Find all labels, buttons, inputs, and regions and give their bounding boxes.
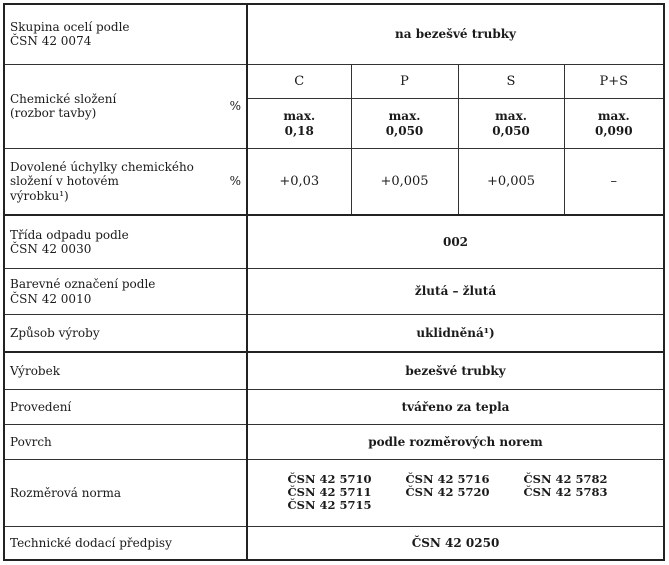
color-marking-label-text: Barevné označení podle ČSN 42 0010 bbox=[10, 277, 156, 306]
steel-group-value: na bezešvé trubky bbox=[247, 4, 664, 64]
steel-group-label bbox=[4, 4, 247, 64]
steel-spec-table bbox=[3, 3, 665, 561]
product-row bbox=[4, 352, 664, 390]
surface-label: Povrch bbox=[4, 425, 247, 460]
deviation-p-plus-s: – bbox=[564, 149, 664, 215]
delivery-row bbox=[4, 526, 664, 560]
dimension-norm-label: Rozměrová norma bbox=[4, 459, 247, 526]
max-value: 0,090 bbox=[594, 123, 633, 138]
surface-row bbox=[4, 425, 664, 460]
standard-ref: ČSN 42 5720 bbox=[405, 485, 490, 500]
max-prefix: max. bbox=[283, 109, 316, 124]
product-value: bezešvé trubky bbox=[247, 352, 664, 390]
standard-ref: ČSN 42 5716 bbox=[405, 471, 490, 486]
max-prefix: max. bbox=[388, 109, 421, 124]
waste-class-value: 002 bbox=[247, 215, 664, 269]
max-p bbox=[351, 99, 458, 149]
dimension-norm-row bbox=[4, 459, 664, 526]
surface-value: podle rozměrových norem bbox=[247, 425, 664, 460]
standard-ref: ČSN 42 5715 bbox=[287, 498, 372, 513]
deviation-p: +0,005 bbox=[351, 149, 458, 215]
dimension-norm-grid bbox=[253, 473, 658, 513]
production-method-value: uklidněná¹) bbox=[247, 315, 664, 353]
max-c bbox=[247, 99, 351, 149]
delivery-value: ČSN 42 0250 bbox=[247, 526, 664, 560]
color-marking-row bbox=[4, 269, 664, 315]
chemistry-label bbox=[4, 64, 247, 149]
product-label: Výrobek bbox=[4, 352, 247, 390]
element-c: C bbox=[247, 64, 351, 99]
chemistry-label-text: Chemické složení (rozbor tavby) bbox=[10, 91, 117, 121]
max-value: 0,050 bbox=[492, 123, 530, 138]
chemistry-elements-row bbox=[4, 64, 664, 99]
dimension-norm-value bbox=[247, 459, 664, 526]
max-s bbox=[458, 99, 564, 149]
steel-group-row bbox=[4, 4, 664, 64]
deviation-c: +0,03 bbox=[247, 149, 351, 215]
production-method-row bbox=[4, 315, 664, 353]
max-prefix: max. bbox=[597, 109, 630, 124]
element-p: P bbox=[351, 64, 458, 99]
execution-label: Provedení bbox=[4, 390, 247, 425]
waste-class-label-text: Třída odpadu podle ČSN 42 0030 bbox=[10, 227, 129, 256]
deviations-unit: % bbox=[229, 174, 241, 189]
standard-ref: ČSN 42 5783 bbox=[523, 485, 608, 500]
waste-class-label bbox=[4, 215, 247, 269]
standard-ref: ČSN 42 5782 bbox=[523, 471, 608, 486]
delivery-label: Technické dodací předpisy bbox=[4, 526, 247, 560]
color-marking-label bbox=[4, 269, 247, 315]
deviations-label bbox=[4, 149, 247, 215]
deviation-s: +0,005 bbox=[458, 149, 564, 215]
execution-row bbox=[4, 390, 664, 425]
deviations-label-text: Dovolené úchylky chemického složení v hotovém výrobku¹) bbox=[10, 159, 194, 203]
max-prefix: max. bbox=[495, 109, 527, 124]
steel-group-label-text: Skupina ocelí podle ČSN 42 0074 bbox=[10, 19, 130, 49]
deviations-row bbox=[4, 149, 664, 215]
standard-ref: ČSN 42 5711 bbox=[287, 485, 372, 500]
max-p-plus-s bbox=[564, 99, 664, 149]
color-marking-value: žlutá – žlutá bbox=[247, 269, 664, 315]
chemistry-unit: % bbox=[229, 99, 241, 114]
execution-value: tvářeno za tepla bbox=[247, 390, 664, 425]
element-p-plus-s: P+S bbox=[564, 64, 664, 99]
element-s: S bbox=[458, 64, 564, 99]
max-value: 0,050 bbox=[385, 123, 424, 138]
standard-ref: ČSN 42 5710 bbox=[287, 471, 372, 486]
waste-class-row bbox=[4, 215, 664, 269]
max-value: 0,18 bbox=[284, 123, 314, 138]
production-method-label: Způsob výroby bbox=[4, 315, 247, 353]
